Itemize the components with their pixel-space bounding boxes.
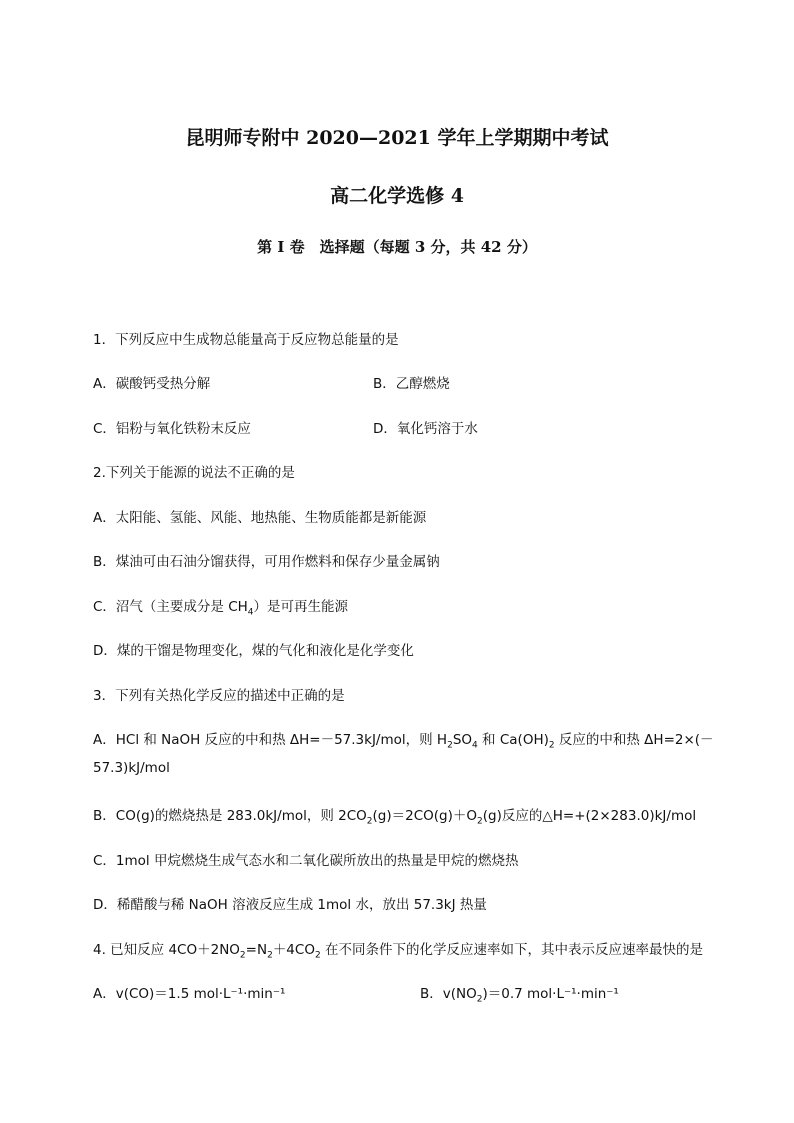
question-2-option-a: A．太阳能、氢能、风能、地热能、生物质能都是新能源 xyxy=(93,510,427,526)
question-4-option-b: B．$v(NO_2)=0.7$ mol·L⁻¹·min⁻¹ xyxy=(420,986,619,1005)
question-1-option-c: C．铝粉与氧化铁粉末反应 xyxy=(93,421,251,437)
question-2-option-d: D．煤的干馏是物理变化，煤的气化和液化是化学变化 xyxy=(93,643,414,659)
question-3-option-a: A．HCl 和 NaOH 反应的中和热 ΔH=－57.3kJ/mol，则 $H_2SO_4$ 和 $Ca(OH)_2$ 反应的中和热 ΔH=2×(－ xyxy=(93,732,714,751)
question-2-option-c: C．沼气（主要成分是 $CH_4$）是可再生能源 xyxy=(93,599,349,618)
question-2-option-b: B．煤油可由石油分馏获得，可用作燃料和保存少量金属钠 xyxy=(93,554,440,570)
exam-subtitle: 高二化学选修 4 xyxy=(330,185,464,207)
question-4-option-a: A．v(CO)＝1.5 mol·L⁻¹·min⁻¹ xyxy=(93,986,286,1002)
question-4-stem: 4. 已知反应 $4CO+2NO_2=N_2+4CO_2$ 在不同条件下的化学反应速率如下，其中表示反应速率最快的是 xyxy=(93,942,703,961)
question-1-option-a: A．碳酸钙受热分解 xyxy=(93,376,211,392)
question-3-option-b: B．CO(g)的燃烧热是 283.0kJ/mol，则 $2CO_2(g)=2CO(g)+O_2(g)$反应的△H=+(2×283.0)kJ/mol xyxy=(93,808,697,827)
section-heading: 第 I 卷 选择题（每题 3 分，共 42 分） xyxy=(257,238,537,256)
question-3-stem: 3．下列有关热化学反应的描述中正确的是 xyxy=(93,688,345,704)
question-2-stem: 2.下列关于能源的说法不正确的是 xyxy=(93,465,295,481)
question-1-stem: 1．下列反应中生成物总能量高于反应物总能量的是 xyxy=(93,332,399,348)
exam-title: 昆明师专附中 2020—2021 学年上学期期中考试 xyxy=(185,127,609,149)
question-1-option-d: D．氧化钙溶于水 xyxy=(373,421,478,437)
question-3-option-c: C．1mol 甲烷燃烧生成气态水和二氧化碳所放出的热量是甲烷的燃烧热 xyxy=(93,853,519,869)
question-3-option-a-continued: 57.3)kJ/mol xyxy=(93,760,170,776)
question-1-option-b: B．乙醇燃烧 xyxy=(373,376,450,392)
question-3-option-d: D．稀醋酸与稀 NaOH 溶液反应生成 1mol 水，放出 57.3kJ 热量 xyxy=(93,897,487,913)
